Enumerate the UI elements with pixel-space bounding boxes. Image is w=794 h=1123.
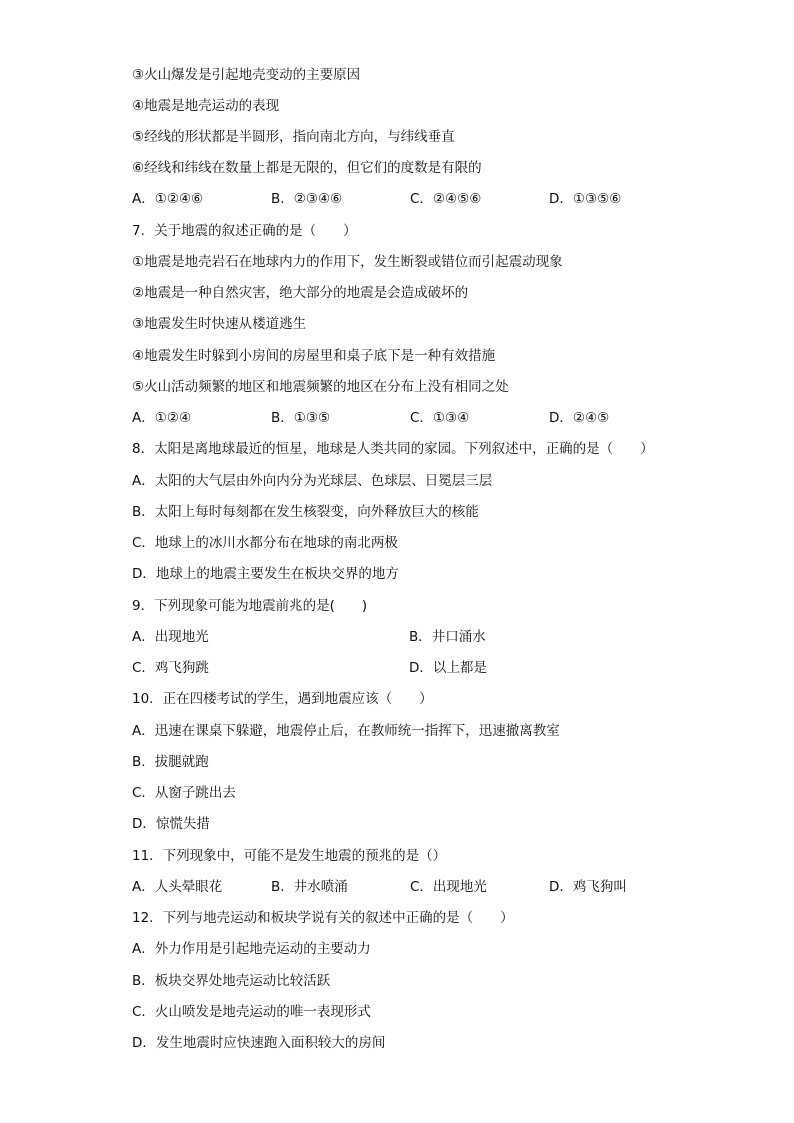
q12-stem: 12．下列与地壳运动和板块学说有关的叙述中正确的是（ ） bbox=[132, 910, 514, 926]
q6-options bbox=[132, 188, 688, 210]
option-a[interactable]: A．人头晕眼花 bbox=[132, 879, 223, 895]
option-b[interactable]: B．①③⑤ bbox=[271, 410, 331, 426]
q8-stem: 8．太阳是离地球最近的恒星，地球是人类共同的家园。下列叙述中，正确的是（ ） bbox=[132, 441, 654, 457]
option-d[interactable]: D．鸡飞狗叫 bbox=[549, 879, 627, 895]
option-c[interactable]: C．②④⑤⑥ bbox=[410, 191, 482, 207]
q8-option-c[interactable]: C．地球上的冰川水都分布在地球的南北两极 bbox=[132, 535, 398, 551]
q10-option-c[interactable]: C．从窗子跳出去 bbox=[132, 785, 236, 801]
statement-4: ④地震是地壳运动的表现 bbox=[132, 98, 280, 114]
option-a[interactable]: A．①②④⑥ bbox=[132, 191, 204, 207]
option-b[interactable]: B．井口涌水 bbox=[409, 629, 486, 645]
q7-item-1: ①地震是地壳岩石在地球内力的作用下，发生断裂或错位而引起震动现象 bbox=[132, 254, 563, 270]
q8-option-b[interactable]: B．太阳上每时每刻都在发生核裂变，向外释放巨大的核能 bbox=[132, 504, 479, 520]
q11-stem: 11．下列现象中，可能不是发生地震的预兆的是（） bbox=[132, 848, 447, 864]
q9-stem: 9．下列现象可能为地震前兆的是( ) bbox=[132, 598, 368, 614]
q10-option-d[interactable]: D．惊慌失措 bbox=[132, 816, 210, 832]
option-b[interactable]: B．井水喷涌 bbox=[271, 879, 348, 895]
q11-options bbox=[132, 876, 688, 898]
q9-options-row-1 bbox=[132, 626, 686, 648]
q8-option-a[interactable]: A．太阳的大气层由外向内分为光球层、色球层、日冕层三层 bbox=[132, 473, 493, 489]
q8-option-d[interactable]: D．地球上的地震主要发生在板块交界的地方 bbox=[132, 566, 399, 582]
option-a[interactable]: A．①②④ bbox=[132, 410, 192, 426]
q7-item-5: ⑤火山活动频繁的地区和地震频繁的地区在分布上没有相同之处 bbox=[132, 379, 509, 395]
option-d[interactable]: D．①③⑤⑥ bbox=[549, 191, 622, 207]
q7-item-2: ②地震是一种自然灾害，绝大部分的地震是会造成破坏的 bbox=[132, 285, 469, 301]
statement-5: ⑤经线的形状都是半圆形，指向南北方向，与纬线垂直 bbox=[132, 129, 455, 145]
q12-option-a[interactable]: A．外力作用是引起地壳运动的主要动力 bbox=[132, 941, 371, 957]
q7-item-4: ④地震发生时躲到小房间的房屋里和桌子底下是一种有效措施 bbox=[132, 348, 496, 364]
q7-item-3: ③地震发生时快速从楼道逃生 bbox=[132, 316, 307, 332]
q10-option-a[interactable]: A．迅速在课桌下躲避，地震停止后，在教师统一指挥下，迅速撤离教室 bbox=[132, 723, 560, 739]
option-c[interactable]: C．出现地光 bbox=[410, 879, 487, 895]
option-b[interactable]: B．②③④⑥ bbox=[271, 191, 343, 207]
option-c[interactable]: C．①③④ bbox=[410, 410, 470, 426]
q10-option-b[interactable]: B．拔腿就跑 bbox=[132, 754, 209, 770]
q7-stem: 7．关于地震的叙述正确的是（ ） bbox=[132, 223, 357, 239]
statement-3: ③火山爆发是引起地壳变动的主要原因 bbox=[132, 67, 361, 83]
q10-stem: 10．正在四楼考试的学生，遇到地震应该（ ） bbox=[132, 691, 433, 707]
q9-options-row-2 bbox=[132, 657, 686, 679]
q12-option-b[interactable]: B．板块交界处地壳运动比较活跃 bbox=[132, 973, 331, 989]
option-a[interactable]: A．出现地光 bbox=[132, 629, 209, 645]
statement-6: ⑥经线和纬线在数量上都是无限的，但它们的度数是有限的 bbox=[132, 160, 482, 176]
q12-option-c[interactable]: C．火山喷发是地壳运动的唯一表现形式 bbox=[132, 1004, 371, 1020]
q12-option-d[interactable]: D．发生地震时应快速跑入面积较大的房间 bbox=[132, 1035, 386, 1051]
option-d[interactable]: D．②④⑤ bbox=[549, 410, 610, 426]
q7-options bbox=[132, 407, 688, 429]
option-d[interactable]: D．以上都是 bbox=[409, 660, 487, 676]
option-c[interactable]: C．鸡飞狗跳 bbox=[132, 660, 209, 676]
